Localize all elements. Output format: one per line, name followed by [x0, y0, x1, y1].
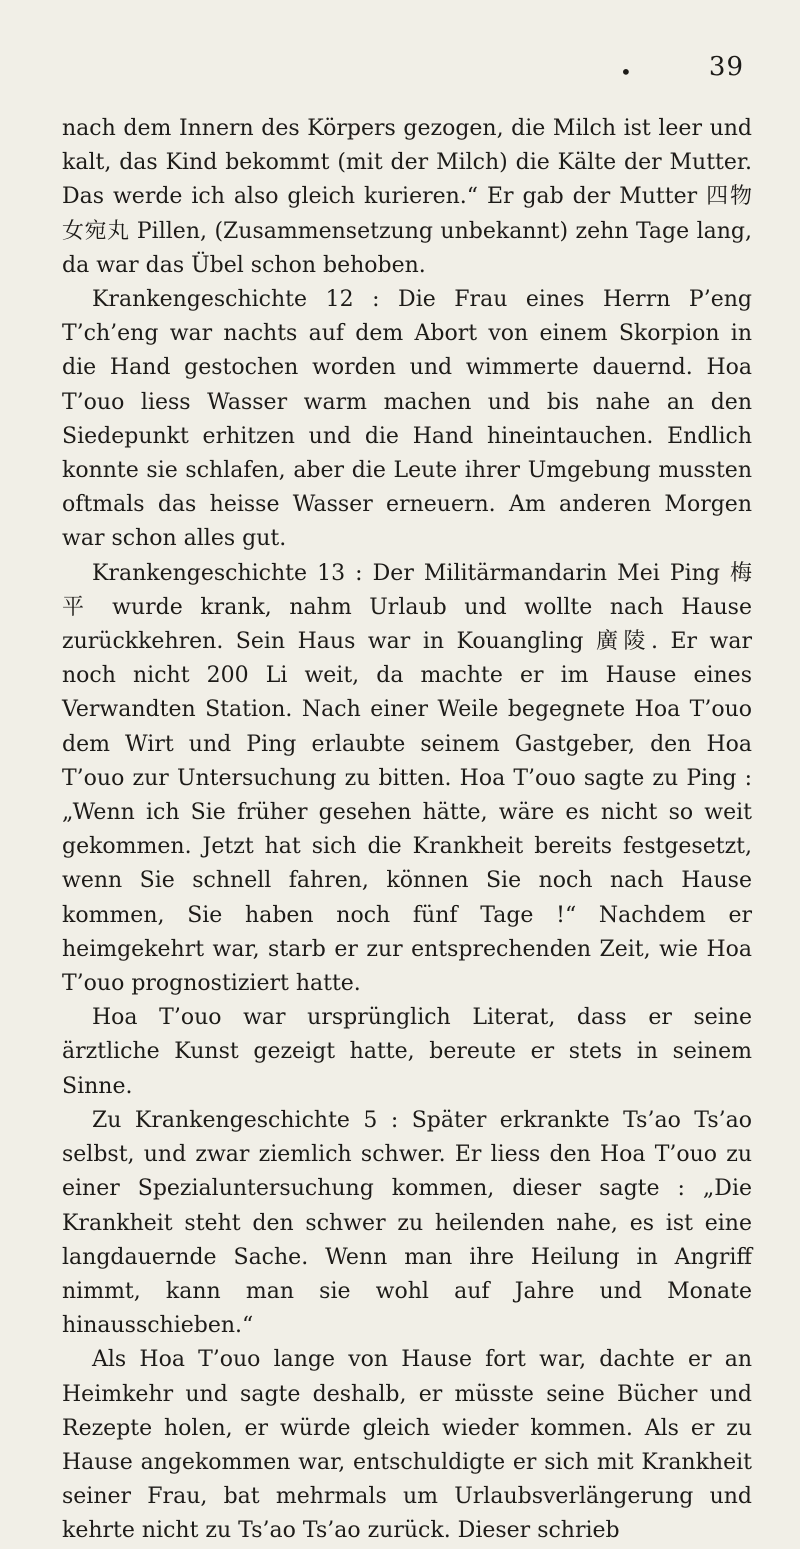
paragraph-case-5: Zu Krankengeschichte 5 : Später erkrankte Ts’ao Ts’ao selbst, und zwar ziemlich schwer. Er liess den Hoa T’ouo zu einer Spezialuntersuchung kommen, dieser sagte : „Die Krankheit steht den schwer zu heilenden nahe, es ist eine langdauernde Sache. Wenn man ihre Heilung in Angriff nimmt, kann man sie wohl auf Jahre und Monate hinausschieben.“ — [62, 1107, 752, 1339]
paragraph-heimkehr: Als Hoa T’ouo lange von Hause fort war, dachte er an Heimkehr und sagte deshalb, er müsste seine Bücher und Rezepte holen, er würde gleich wieder kommen. Als er zu Hause angekommen war, entschuldigte er sich mit Krankheit seiner Frau, bat mehrmals um Urlaubsverlängerung und kehrte nicht zu Ts’ao Ts’ao zurück. Dieser schrieb — [62, 1347, 752, 1544]
page-dot-mark: • — [620, 60, 632, 84]
page-number: 39 — [708, 52, 744, 82]
body-text — [62, 112, 752, 1549]
paragraph-literat: Hoa T’ouo war ursprünglich Literat, dass er seine ärztliche Kunst gezeigt hatte, bereute er stets in seinem Sinne. — [62, 1005, 752, 1099]
paragraph-1: nach dem Innern des Körpers gezogen, die Milch ist leer und kalt, das Kind bekommt (mit der Milch) die Kälte der Mutter. Das werde ich also gleich kurieren.“ Er gab der Mutter 四物女宛丸 Pillen, (Zusammensetzung unbekannt) zehn Tage lang, da war das Übel schon behoben. — [62, 116, 752, 278]
paragraph-case-13: Krankengeschichte 13 : Der Militärmandarin Mei Ping 梅平 wurde krank, nahm Urlaub und wollte nach Hause zurückkehren. Sein Haus war in Kouangling 廣陵. Er war noch nicht 200 Li weit, da machte er im Hause eines Verwandten Station. Nach einer Weile begegnete Hoa T’ouo dem Wirt und Ping erlaubte seinem Gastgeber, den Hoa T’ouo zur Untersuchung zu bitten. Hoa T’ouo sagte zu Ping : „Wenn ich Sie früher gesehen hätte, wäre es nicht so weit gekommen. Jetzt hat sich die Krankheit bereits festgesetzt, wenn Sie schnell fahren, können Sie noch nach Hause kommen, Sie haben noch fünf Tage !“ Nachdem er heimgekehrt war, starb er zur entsprechenden Zeit, wie Hoa T’ouo prognostiziert hatte. — [62, 560, 752, 997]
paragraph-case-12: Krankengeschichte 12 : Die Frau eines Herrn P’eng T’ch’eng war nachts auf dem Abort von einem Skorpion in die Hand gestochen worden und wimmerte dauernd. Hoa T’ouo liess Wasser warm machen und bis nahe an den Siedepunkt erhitzen und die Hand hineintauchen. Endlich konnte sie schlafen, aber die Leute ihrer Umgebung mussten oftmals das heisse Wasser erneuern. Am anderen Morgen war schon alles gut. — [62, 287, 752, 552]
